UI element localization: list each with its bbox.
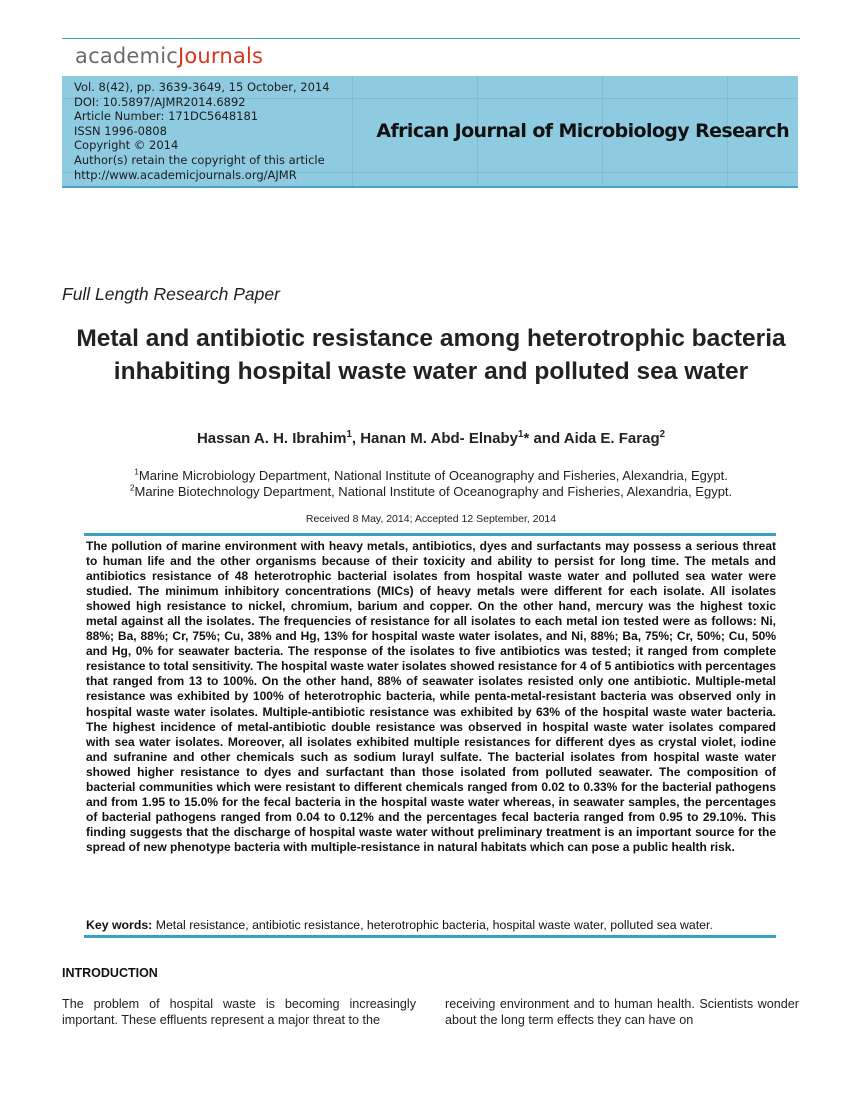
keywords-text: Metal resistance, antibiotic resistance, heterotrophic bacteria, hospital waste water, polluted sea water. xyxy=(152,918,713,932)
keywords-label: Key words: xyxy=(86,918,153,932)
author-list xyxy=(62,430,800,447)
affiliations xyxy=(62,468,800,500)
article-info xyxy=(74,80,330,182)
abstract-bottom-rule xyxy=(84,935,776,938)
intro-column-left: The problem of hospital waste is becoming increasingly important. These effluents represent a major threat to the xyxy=(62,997,416,1027)
publisher-logo xyxy=(75,44,263,68)
journal-name: African Journal of Microbiology Research xyxy=(376,120,789,142)
author-affiliation-mark: 2 xyxy=(659,429,666,440)
affiliation-line xyxy=(62,468,800,484)
article-number-line: Article Number: 171DC5648181 xyxy=(74,109,259,124)
abstract-top-rule xyxy=(84,533,776,536)
journal-banner xyxy=(62,76,798,188)
received-dates: Received 8 May, 2014; Accepted 12 September, 2014 xyxy=(305,513,557,525)
paper-type: Full Length Research Paper xyxy=(62,284,280,304)
logo-academic: academic xyxy=(75,44,178,68)
doi-line: DOI: 10.5897/AJMR2014.6892 xyxy=(74,94,246,109)
rights-line: Author(s) retain the copyright of this article xyxy=(74,152,325,167)
intro-column-right: receiving environment and to human health. Scientists wonder about the long term effects they can have on xyxy=(445,997,799,1027)
author-affiliation-mark: 1 xyxy=(346,429,352,440)
introduction-heading: INTRODUCTION xyxy=(62,966,158,980)
affiliation-mark: 1 xyxy=(134,466,139,477)
author-separator: , xyxy=(351,430,361,447)
keywords xyxy=(86,918,786,932)
author-name: Hassan A. H. Ibrahim xyxy=(196,430,347,447)
volume-line: Vol. 8(42), pp. 3639-3649, 15 October, 2014 xyxy=(74,80,330,94)
banner-grid-line xyxy=(352,76,353,186)
author-name: Aida E. Farag xyxy=(563,430,660,447)
author-name: Hanan M. Abd- Elnaby xyxy=(360,430,519,447)
author-affiliation-mark: 1 xyxy=(518,429,524,440)
affiliation-line xyxy=(62,484,800,500)
author-separator: * and xyxy=(523,430,564,447)
affiliation-mark: 2 xyxy=(129,482,135,493)
affiliation-text: Marine Biotechnology Department, National Institute of Oceanography and Fisheries, Alexandria, Egypt. xyxy=(134,484,733,499)
affiliation-text: Marine Microbiology Department, National Institute of Oceanography and Fisheries, Alexandria, Egypt. xyxy=(138,468,728,483)
journal-url-link[interactable]: http://www.academicjournals.org/AJMR xyxy=(74,167,297,182)
abstract-text: The pollution of marine environment with heavy metals, antibiotics, dyes and surfactants may possess a serious threat to human life and the other organisms because of their toxicity and ability to persist for long time. The metals and antibiotics resistance of 48 heterotrophic bacterial isolates from hospital waste water and polluted sea water were studied. The minimum inhibitory concentrations (MICs) of heavy metals were different for each isolate. All isolates showed high resistance to nickel, chromium, barium and copper. On the other hand, mercury was the highest toxic metal against all the isolates. The frequencies of resistance for all isolates to each metal ion tested were as follows: Ni, 88%; Ba, 88%; Cr, 75%; Cu, 38% and Hg, 13% for hospital waste water isolates, and Ni, 88%; Ba, 75%; Cr, 50%; Cu, 50% and Hg, 0% for seawater bacteria. The response of the isolates to five antibiotics was tested; it ranged from complete resistance to total sensitivity. The hospital waste water isolates showed resistance for 4 of 5 antibiotics with percentages that ranged from 13 to 100%. On the other hand, 88% of seawater isolates resisted only one antibiotic. Multiple-metal resistance was exhibited by 100% of heterotrophic bacteria, while penta-metal-resistant bacteria was observed only in hospital waste water isolates. Multiple-antibiotic resistance was exhibited by 63% of the hospital waste water bacteria. The highest incidence of metal-antibiotic double resistance was observed in hospital waste water isolates compared with sea water isolates. Moreover, all isolates exhibited multiple resistances for different dyes as crystal violet, iodine and sufranine and other chemicals such as sodium lurayl sulfate. The bacterial isolates from hospital waste water showed higher resistance to dyes and surfactant than those isolated from polluted seawater. The composition of bacterial communities which were resistant to different chemicals ranged from 0.02 to 0.33% for the bacterial pathogens and from 1.95 to 15.0% for the fecal bacteria in the hospital waste water whereas, in seawater samples, the percentages of bacterial pathogens ranged from 0.04 to 0.12% and the percentages fecal bacteria ranged from 0.95 to 29.10%. This finding suggests that the discharge of hospital waste water without preliminary treatment is an important source for the spread of new phenotype bacteria with multiple-resistance in natural habitats which can pose a public health risk. xyxy=(86,539,776,854)
paper-title: Metal and antibiotic resistance among heterotrophic bacteria inhabiting hospital waste water and polluted sea water xyxy=(76,325,786,385)
logo-journals: Journals xyxy=(177,44,264,68)
copyright-line: Copyright © 2014 xyxy=(74,138,179,153)
header-top-rule xyxy=(62,38,800,39)
issn-line: ISSN 1996-0808 xyxy=(74,123,167,138)
